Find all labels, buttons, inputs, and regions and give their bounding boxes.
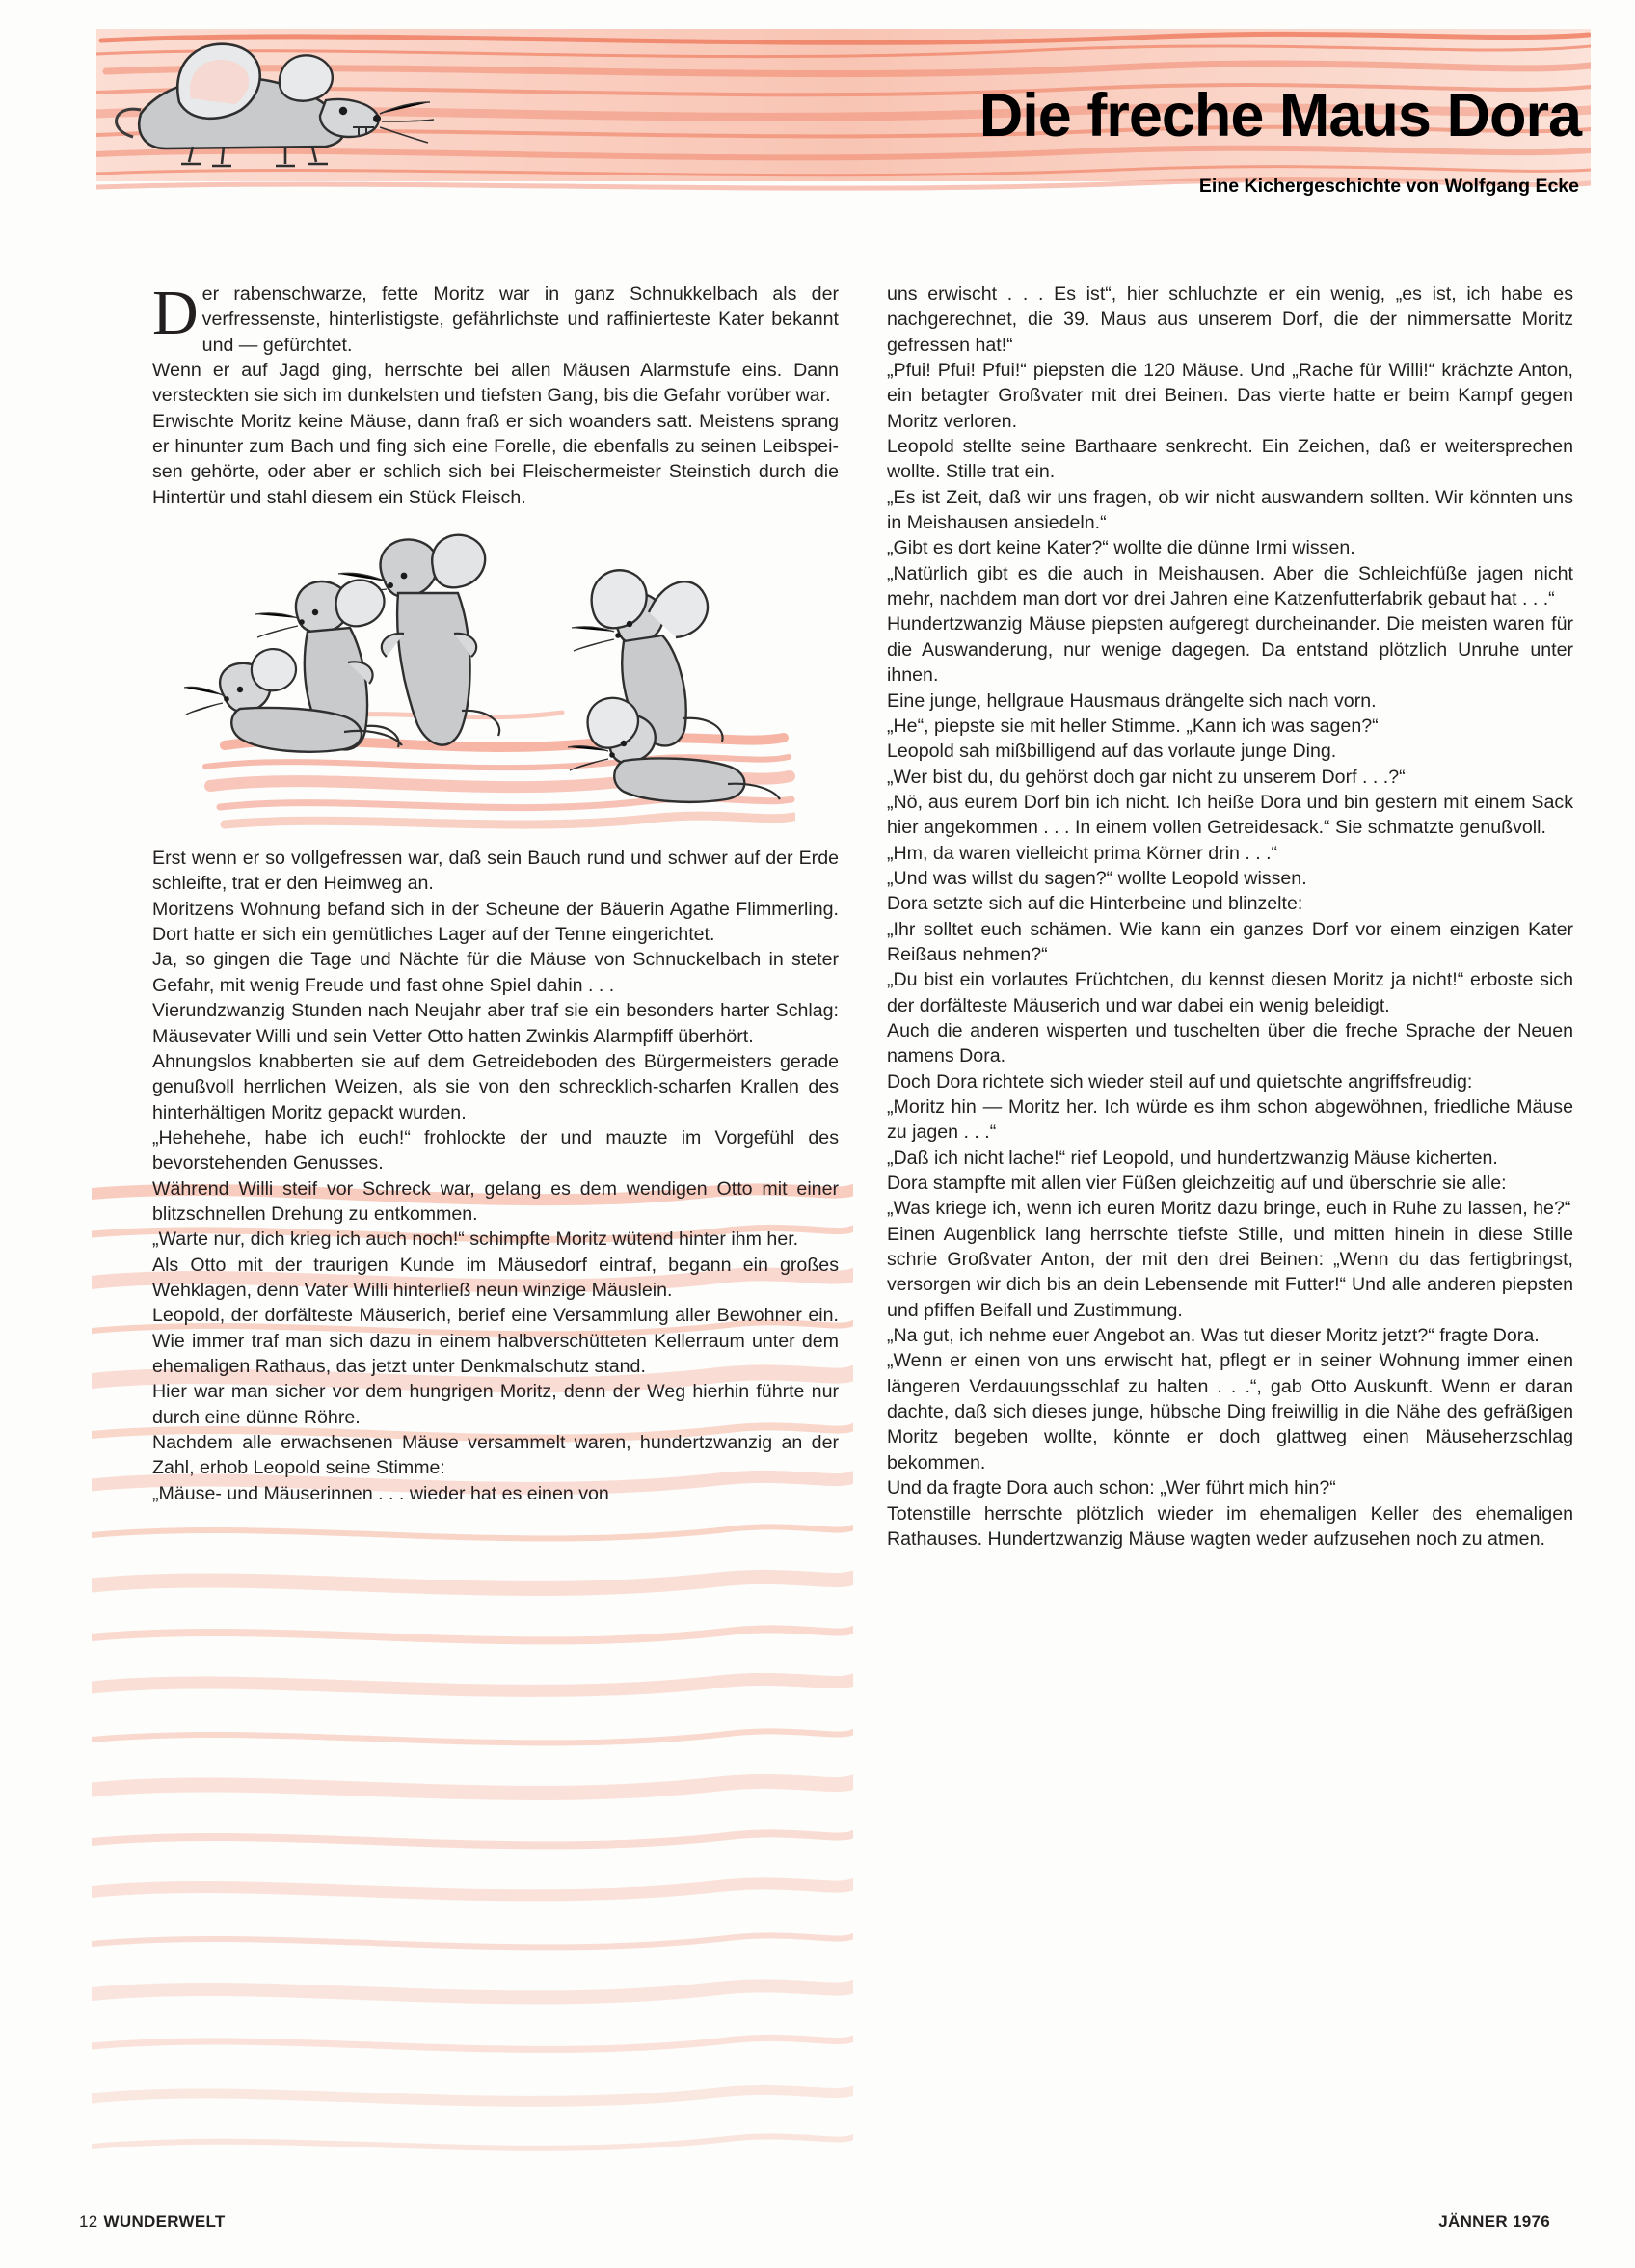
paragraph: Erwischte Moritz keine Mäuse, dann fraß er sich woanders satt. Meistens sprang er hinunter zum Bach und fing sich eine Forelle, die ebenfalls zu seinen Leibspeisen gehörte, oder aber er schlich sich bei Fleischermeister Steinstich durch die Hintertür und stahl diesem ein Stück Fleisch. [152,410,839,508]
paragraph: Nachdem alle erwachsenen Mäuse versammelt waren, hundertzwanzig an der Zahl, erhob Leopold seine Stimme: [152,1432,839,1479]
paragraph: uns erwischt . . . Es ist“, hier schluchzte er ein wenig, „es ist, ich habe es nachgerechnet, die 39. Maus aus unserem Dorf, die der nimmersatte Moritz gefressen hat!“ [887,284,1573,356]
paragraph: „Hehehehe, habe ich euch!“ frohlockte der und mauzte im Vorgefühl des bevorstehenden Genusses. [152,1126,839,1174]
paragraph-text: er rabenschwarze, fette Moritz war in ganz Schnukkelbach als der verfressenste, hinterlistigste, gefährlichste und raffinierteste Kater bekannt und — gefürchtet. [201,284,839,356]
paragraph: Hier war man sicher vor dem hungrigen Moritz, denn der Weg hierhin führte nur durch eine dünne Röhre. [152,1381,839,1428]
paragraph: „Warte nur, dich krieg ich auch noch!“ schimpfte Moritz wütend hinter ihm her. [152,1228,799,1251]
paragraph: Vierundzwanzig Stunden nach Neujahr aber traf sie ein besonders harter Schlag: Mäusevater Willi und sein Vetter Otto hatten Zwinkis Alarmpfiff überhört. [152,1000,839,1047]
paragraph: Hundertzwanzig Mäuse piepsten aufgeregt durcheinander. Die meisten waren für die Auswanderung, nur wenige dagegen. Da entstand plötzlich Unruhe unter ihnen. [887,613,1573,687]
footer-issue-date: JÄNNER 1976 [1438,2212,1550,2230]
paragraph: Totenstille herrschte plötzlich wieder im ehemaligen Keller des ehemaligen Rathauses. Hundertzwanzig Mäuse wagten weder aufzusehen noch zu atmen. [887,1502,1573,1550]
paragraph: Dora setzte sich auf die Hinterbeine und blinzelte: [887,893,1303,915]
page-title: Die freche Maus Dora [978,82,1581,149]
paragraph: Leopold, der dorfälteste Mäuserich, berief eine Versammlung aller Bewohner ein. Wie immer traf man sich dazu in einem halbverschütteten Kellerraum unter dem ehemaligen Rathaus, das jetzt unter Denkmalschutz stand. [152,1305,839,1377]
paragraph: „Wer bist du, du gehörst doch gar nicht zu unserem Dorf . . .?“ [887,766,1406,788]
paragraph: Leopold stellte seine Barthaare senkrecht. Ein Zeichen, daß er weitersprechen wollte. Stille trat ein. [887,436,1573,483]
paragraph: „Daß ich nicht lache!“ rief Leopold, und hundertzwanzig Mäuse kicherten. [887,1147,1498,1169]
paragraph: „Gibt es dort keine Kater?“ wollte die dünne Irmi wissen. [887,537,1355,559]
paragraph: Auch die anderen wisperten und tuschelten über die freche Sprache der Neuen namens Dora. [887,1019,1573,1067]
paragraph: „Moritz hin — Moritz her. Ich würde es ihm schon abgewöhnen, friedliche Mäuse zu jagen . . .“ [887,1096,1573,1144]
paragraph: „Hm, da waren vielleicht prima Körner drin . . .“ [887,842,1278,864]
paragraph: Leopold sah mißbilligend auf das vorlaute junge Ding. [887,741,1337,763]
paragraph: Wenn er auf Jagd ging, herrschte bei allen Mäusen Alarmstufe eins. Dann versteckten sie sich im dunkelsten und tiefsten Gang, bis die Gefahr vorüber war. [152,360,839,407]
paragraph: „Na gut, ich nehme euer Angebot an. Was tut dieser Moritz jetzt?“ fragte Dora. [887,1325,1540,1347]
header-banner [96,21,1591,200]
footer-left [79,2212,226,2231]
paragraph: Moritzens Wohnung befand sich in der Scheune der Bäuerin Agathe Flimmerling. Dort hatte er sich ein gemütliches Lager auf der Tenne eingerichtet. [152,898,839,946]
paragraph: „Es ist Zeit, daß wir uns fragen, ob wir nicht auswandern sollten. Wir könnten uns in Meishausen ansiedeln.“ [887,486,1573,534]
paragraph [152,278,839,358]
paragraph: Dora stampfte mit allen vier Füßen gleichzeitig auf und überschrie sie alle: [887,1173,1507,1195]
paragraph: Und da fragte Dora auch schon: „Wer führt mich hin?“ [887,1477,1336,1499]
paragraph: „Wenn er einen von uns erwischt hat, pflegt er in seiner Wohnung immer einen längeren Verdauungsschlaf zu halten . . .“, gab Otto Auskunft. Wenn er daran dachte, daß sich dieses junge, hübsche Ding freiwillig in die Nähe des gefräßigen Moritz begeben wollte, könnte er doch glattweg einen Mäuseherzschlag bekommen. [887,1350,1573,1473]
paragraph: „Natürlich gibt es die auch in Meishausen. Aber die Schleichfüße jagen nicht mehr, nachdem man dort vor drei Jahren eine Katzenfutterfabrik gebaut hat . . .“ [887,562,1573,610]
paragraph: Ja, so gingen die Tage und Nächte für die Mäuse von Schnuckelbach in steter Gefahr, mit wenig Freude und fast ohne Spiel dahin . . . [152,949,839,996]
paragraph: Während Willi steif vor Schreck war, gelang es dem wendigen Otto mit einer blitzschnellen Drehung zu entkommen. [152,1177,839,1225]
page-subtitle: Eine Kichergeschichte von Wolfgang Ecke [1198,176,1579,197]
magazine-name: WUNDERWELT [103,2212,226,2230]
left-text-column [152,278,839,1506]
paragraph: „Pfui! Pfui! Pfui!“ piepsten die 120 Mäuse. Und „Rache für Willi!“ krächzte Anton, ein betagter Großvater mit drei Beinen. Das vierte hatte er beim Kampf gegen Moritz verloren. [887,360,1573,432]
paragraph: Ahnungslos knabberten sie auf dem Getreideboden des Bürgermeisters gerade genußvoll herrlichen Weizen, als sie von den schrecklich-scharfen Krallen des hinterhältigen Moritz gepackt wurden. [152,1050,839,1123]
right-text-column [887,282,1573,1552]
paragraph: „Mäuse- und Mäuserinnen . . . wieder hat es einen von [152,1482,609,1504]
paragraph: „Du bist ein vorlautes Früchtchen, du kennst diesen Moritz ja nicht!“ erboste sich der dorfälteste Mäuserich und war dabei ein wenig beleidigt. [887,969,1573,1016]
paragraph: Als Otto mit der traurigen Kunde im Mäusedorf eintraf, begann ein großes Wehklagen, denn Vater Willi hinterließ neun winzige Mäuslein. [152,1254,839,1301]
paragraph: Erst wenn er so vollgefressen war, daß sein Bauch rund und schwer auf der Erde schleifte, trat er den Heimweg an. [152,848,839,895]
paragraph: „He“, piepste sie mit heller Stimme. „Kann ich was sagen?“ [887,715,1379,737]
mice-illustration [109,518,795,836]
paragraph: „Und was willst du sagen?“ wollte Leopold wissen. [887,867,1307,889]
left-intro-block [152,278,839,510]
paragraph: „Ihr solltet euch schämen. Wie kann ein ganzes Dorf vor einem einzigen Kater Reißaus nehmen?“ [887,918,1573,965]
page-number: 12 [79,2212,98,2230]
mouse-far-left [184,649,402,752]
paragraph: Doch Dora richtete sich wieder steil auf und quietschte angriffsfreudig: [887,1070,1473,1093]
left-main-block [152,846,839,1506]
paragraph: Eine junge, hellgraue Hausmaus drängelte sich nach vorn. [887,689,1377,712]
paragraph: Einen Augenblick lang herrschte tiefste Stille, und mitten hinein in diese Stille schrie Großvater Anton, der mit den drei Beinen: „Wenn du das fertigbringst, versorgen wir dich bis an dein Lebensende mit Futter!“ Und alle anderen piepsten und pfiffen Beifall und Zustimmung. [887,1223,1573,1321]
paragraph: „Was kriege ich, wenn ich euren Moritz dazu bringe, euch in Ruhe zu lassen, he?“ [887,1198,1571,1220]
paragraph: „Nö, aus eurem Dorf bin ich nicht. Ich heiße Dora und bin gestern mit einem Sack hier angekommen . . . In einem vollen Getreidesack.“ Sie schmatzte genußvoll. [887,791,1573,839]
drop-cap: D [152,278,199,348]
